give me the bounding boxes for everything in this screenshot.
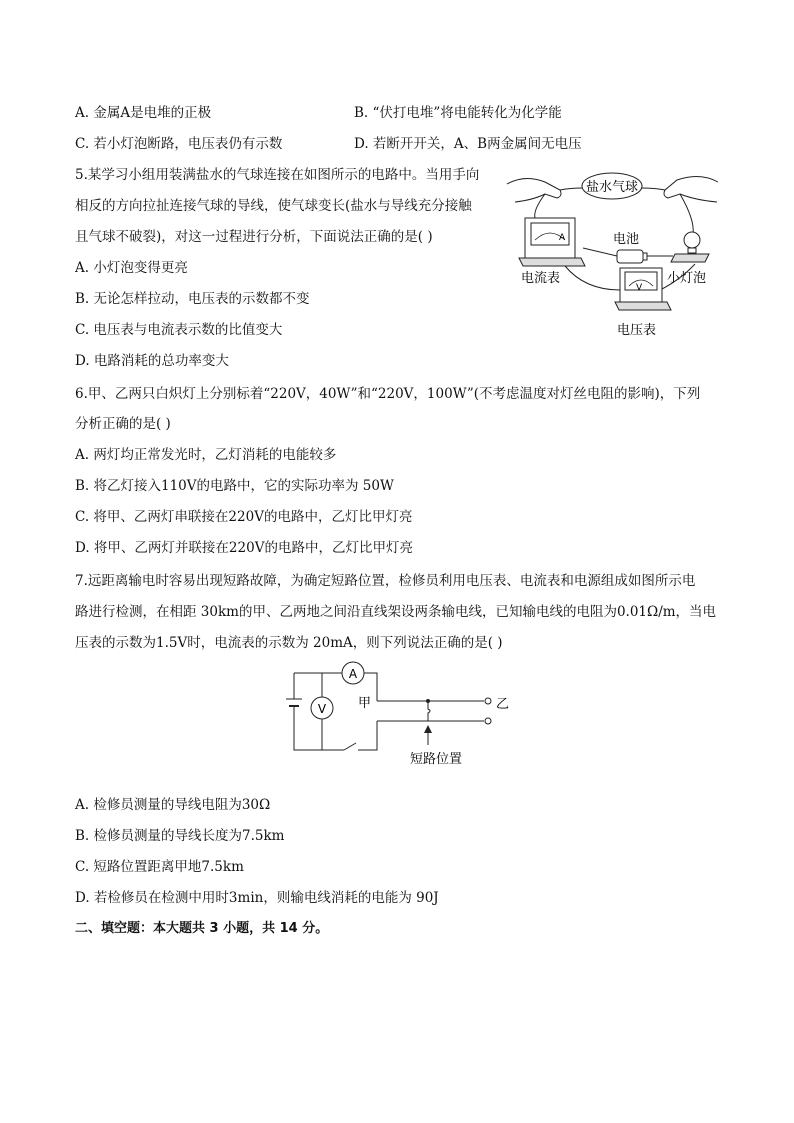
q7-stem-line-1: 7.远距离输电时容易出现短路故障，为确定短路位置，检修员利用电压表、电流表和电源组成如图所示电 bbox=[75, 573, 696, 589]
q7-option-a: A. 检修员测量的导线电阻为30Ω bbox=[75, 797, 271, 813]
q7-circuit-figure bbox=[282, 655, 522, 770]
q6-option-a: A. 两灯均正常发光时，乙灯消耗的电能较多 bbox=[75, 447, 337, 463]
q6-stem-line-1: 6.甲、乙两只白炽灯上分别标着“220V，40W”和“220V，100W”(不考虑温度对灯丝电阻的影响)，下列 bbox=[75, 386, 701, 402]
q4-option-c: C. 若小灯泡断路，电压表仍有示数 bbox=[75, 136, 283, 152]
q5-stem-line-1: 5.某学习小组用装满盐水的气球连接在如图所示的电路中。当用手向 bbox=[75, 167, 480, 183]
q7-option-d: D. 若检修员在检测中用时3min，则输电线消耗的电能为 90J bbox=[75, 890, 439, 906]
q5-stem-line-2: 相反的方向拉扯连接气球的导线，使气球变长(盐水与导线充分接触 bbox=[75, 198, 472, 214]
q4-option-b: B. “伏打电堆”将电能转化为化学能 bbox=[354, 105, 562, 121]
q6-option-d: D. 将甲、乙两灯并联接在220V的电路中，乙灯比甲灯亮 bbox=[75, 540, 413, 556]
section-2-heading: 二、填空题：本大题共 3 小题，共 14 分。 bbox=[75, 921, 329, 936]
q7-voltmeter-symbol: V bbox=[317, 702, 327, 716]
jia-label: 甲 bbox=[358, 696, 372, 711]
q5-stem-line-3: 且气球不破裂)，对这一过程进行分析，下面说法正确的是( ) bbox=[75, 229, 433, 245]
voltmeter-label: 电压表 bbox=[617, 323, 657, 338]
q7-option-b: B. 检修员测量的导线长度为7.5km bbox=[75, 828, 285, 844]
q6-option-c: C. 将甲、乙两灯串联接在220V的电路中，乙灯比甲灯亮 bbox=[75, 509, 413, 525]
q4-option-a: A. 金属A是电堆的正极 bbox=[75, 105, 212, 121]
yi-label: 乙 bbox=[496, 697, 510, 712]
q5-option-d: D. 电路消耗的总功率变大 bbox=[75, 353, 229, 369]
q7-stem-line-2: 路进行检测，在相距 30km的甲、乙两地之间沿直线架设两条输电线，已知输电线的电阻为0.01Ω/m，当电 bbox=[75, 604, 717, 620]
voltmeter-symbol: V bbox=[636, 283, 643, 293]
q5-option-c: C. 电压表与电流表示数的比值变大 bbox=[75, 322, 283, 338]
q5-circuit-figure bbox=[505, 160, 720, 340]
q6-option-b: B. 将乙灯接入110V的电路中，它的实际功率为 50W bbox=[75, 478, 394, 494]
q4-option-d: D. 若断开开关，A、B两金属间无电压 bbox=[354, 136, 582, 152]
bulb-label: 小灯泡 bbox=[667, 271, 707, 286]
q6-stem-line-2: 分析正确的是( ) bbox=[75, 416, 171, 432]
q7-option-c: C. 短路位置距离甲地7.5km bbox=[75, 859, 244, 875]
q7-ammeter-symbol: A bbox=[348, 667, 358, 681]
ammeter-label: 电流表 bbox=[521, 271, 561, 286]
q7-stem-line-3: 压表的示数为1.5V时，电流表的示数为 20mA，则下列说法正确的是( ) bbox=[75, 635, 503, 651]
q5-option-a: A. 小灯泡变得更亮 bbox=[75, 260, 188, 276]
battery-label: 电池 bbox=[613, 232, 640, 247]
ammeter-symbol: A bbox=[559, 233, 566, 243]
balloon-label: 盐水气球 bbox=[585, 180, 639, 195]
q5-option-b: B. 无论怎样拉动，电压表的示数都不变 bbox=[75, 291, 310, 307]
short-position-label: 短路位置 bbox=[410, 752, 463, 767]
